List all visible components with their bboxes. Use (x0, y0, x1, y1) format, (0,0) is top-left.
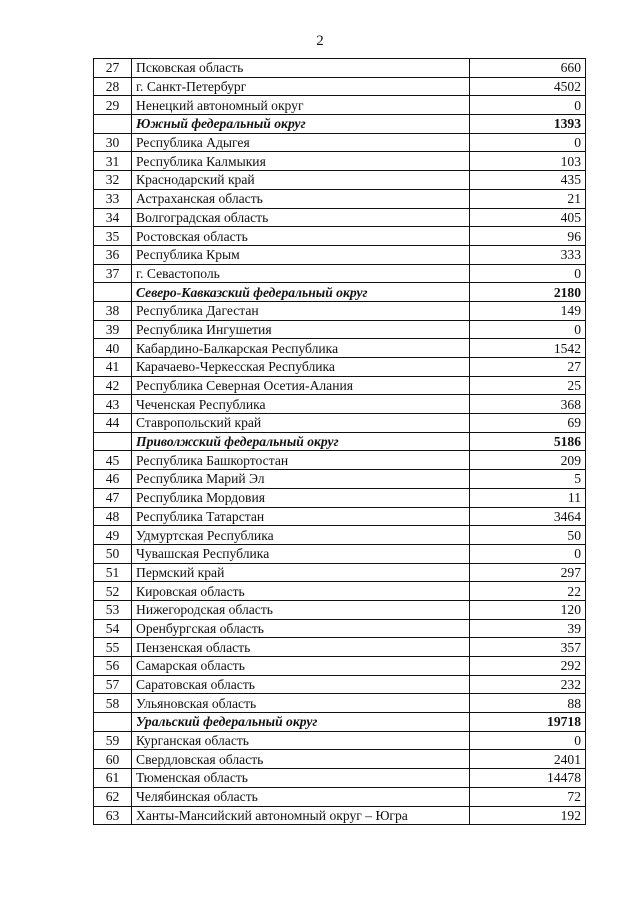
value-cell: 11 (470, 488, 586, 507)
row-number-cell: 40 (94, 339, 132, 358)
region-name-cell: Уральский федеральный округ (132, 713, 470, 732)
table-row (94, 133, 586, 152)
row-number-cell: 35 (94, 227, 132, 246)
table-row (94, 787, 586, 806)
row-number-cell: 43 (94, 395, 132, 414)
table-row (94, 488, 586, 507)
row-number-cell: 50 (94, 544, 132, 563)
row-number-cell: 62 (94, 787, 132, 806)
district-row (94, 432, 586, 451)
value-cell: 660 (470, 59, 586, 78)
region-name-cell: Республика Дагестан (132, 301, 470, 320)
row-number-cell: 41 (94, 358, 132, 377)
value-cell: 192 (470, 806, 586, 825)
table-row (94, 171, 586, 190)
value-cell: 27 (470, 358, 586, 377)
table-row (94, 750, 586, 769)
row-number-cell: 42 (94, 376, 132, 395)
district-row (94, 713, 586, 732)
region-name-cell: Оренбургская область (132, 619, 470, 638)
region-name-cell: Республика Адыгея (132, 133, 470, 152)
table-row (94, 769, 586, 788)
value-cell: 19718 (470, 713, 586, 732)
value-cell: 368 (470, 395, 586, 414)
region-name-cell: Карачаево-Черкесская Республика (132, 358, 470, 377)
value-cell: 232 (470, 675, 586, 694)
region-name-cell: Курганская область (132, 731, 470, 750)
value-cell: 333 (470, 245, 586, 264)
region-name-cell: Ставропольский край (132, 414, 470, 433)
value-cell: 292 (470, 657, 586, 676)
row-number-cell: 52 (94, 582, 132, 601)
table-row (94, 395, 586, 414)
value-cell: 96 (470, 227, 586, 246)
region-name-cell: Волгоградская область (132, 208, 470, 227)
table-row (94, 358, 586, 377)
value-cell: 5 (470, 470, 586, 489)
value-cell: 1542 (470, 339, 586, 358)
row-number-cell (94, 432, 132, 451)
value-cell: 88 (470, 694, 586, 713)
row-number-cell: 27 (94, 59, 132, 78)
value-cell: 103 (470, 152, 586, 171)
table-row (94, 227, 586, 246)
table-row (94, 208, 586, 227)
region-name-cell: Пензенская область (132, 638, 470, 657)
table-row (94, 414, 586, 433)
regions-table-body (94, 59, 586, 825)
value-cell: 0 (470, 264, 586, 283)
table-row (94, 731, 586, 750)
region-name-cell: Республика Северная Осетия-Алания (132, 376, 470, 395)
region-name-cell: Ненецкий автономный округ (132, 96, 470, 115)
row-number-cell: 47 (94, 488, 132, 507)
row-number-cell: 30 (94, 133, 132, 152)
row-number-cell: 48 (94, 507, 132, 526)
value-cell: 0 (470, 96, 586, 115)
row-number-cell: 54 (94, 619, 132, 638)
row-number-cell: 44 (94, 414, 132, 433)
regions-table (93, 58, 586, 825)
table-row (94, 694, 586, 713)
row-number-cell: 38 (94, 301, 132, 320)
value-cell: 0 (470, 133, 586, 152)
table-row (94, 657, 586, 676)
row-number-cell: 49 (94, 526, 132, 545)
table-row (94, 77, 586, 96)
table-row (94, 619, 586, 638)
row-number-cell: 59 (94, 731, 132, 750)
row-number-cell: 58 (94, 694, 132, 713)
row-number-cell: 63 (94, 806, 132, 825)
value-cell: 405 (470, 208, 586, 227)
table-row (94, 339, 586, 358)
table-row (94, 544, 586, 563)
table-row (94, 582, 586, 601)
region-name-cell: Астраханская область (132, 189, 470, 208)
region-name-cell: Южный федеральный округ (132, 115, 470, 134)
value-cell: 1393 (470, 115, 586, 134)
value-cell: 5186 (470, 432, 586, 451)
region-name-cell: Удмуртская Республика (132, 526, 470, 545)
region-name-cell: Республика Марий Эл (132, 470, 470, 489)
table-row (94, 320, 586, 339)
row-number-cell: 37 (94, 264, 132, 283)
region-name-cell: Челябинская область (132, 787, 470, 806)
region-name-cell: Пермский край (132, 563, 470, 582)
table-row (94, 507, 586, 526)
value-cell: 209 (470, 451, 586, 470)
value-cell: 14478 (470, 769, 586, 788)
row-number-cell (94, 283, 132, 302)
table-row (94, 264, 586, 283)
value-cell: 357 (470, 638, 586, 657)
value-cell: 0 (470, 544, 586, 563)
row-number-cell: 61 (94, 769, 132, 788)
table-row (94, 600, 586, 619)
region-name-cell: Республика Мордовия (132, 488, 470, 507)
value-cell: 21 (470, 189, 586, 208)
value-cell: 0 (470, 320, 586, 339)
value-cell: 435 (470, 171, 586, 190)
region-name-cell: Ростовская область (132, 227, 470, 246)
row-number-cell: 45 (94, 451, 132, 470)
table-row (94, 806, 586, 825)
region-name-cell: Кировская область (132, 582, 470, 601)
value-cell: 149 (470, 301, 586, 320)
region-name-cell: Чеченская Республика (132, 395, 470, 414)
row-number-cell: 56 (94, 657, 132, 676)
row-number-cell: 39 (94, 320, 132, 339)
table-row (94, 470, 586, 489)
row-number-cell: 57 (94, 675, 132, 694)
table-row (94, 96, 586, 115)
value-cell: 69 (470, 414, 586, 433)
table-row (94, 638, 586, 657)
row-number-cell: 31 (94, 152, 132, 171)
table-row (94, 59, 586, 78)
region-name-cell: Краснодарский край (132, 171, 470, 190)
value-cell: 72 (470, 787, 586, 806)
row-number-cell: 46 (94, 470, 132, 489)
region-name-cell: Самарская область (132, 657, 470, 676)
row-number-cell: 51 (94, 563, 132, 582)
region-name-cell: Северо-Кавказский федеральный округ (132, 283, 470, 302)
row-number-cell (94, 713, 132, 732)
value-cell: 4502 (470, 77, 586, 96)
region-name-cell: Чувашская Республика (132, 544, 470, 563)
table-row (94, 675, 586, 694)
row-number-cell: 53 (94, 600, 132, 619)
region-name-cell: г. Севастополь (132, 264, 470, 283)
district-row (94, 115, 586, 134)
region-name-cell: г. Санкт-Петербург (132, 77, 470, 96)
row-number-cell: 34 (94, 208, 132, 227)
region-name-cell: Республика Крым (132, 245, 470, 264)
region-name-cell: Республика Калмыкия (132, 152, 470, 171)
table-row (94, 301, 586, 320)
district-row (94, 283, 586, 302)
table-row (94, 189, 586, 208)
region-name-cell: Приволжский федеральный округ (132, 432, 470, 451)
row-number-cell: 36 (94, 245, 132, 264)
row-number-cell: 60 (94, 750, 132, 769)
value-cell: 25 (470, 376, 586, 395)
value-cell: 39 (470, 619, 586, 638)
table-row (94, 376, 586, 395)
region-name-cell: Республика Ингушетия (132, 320, 470, 339)
row-number-cell: 32 (94, 171, 132, 190)
value-cell: 2401 (470, 750, 586, 769)
region-name-cell: Кабардино-Балкарская Республика (132, 339, 470, 358)
value-cell: 297 (470, 563, 586, 582)
row-number-cell: 33 (94, 189, 132, 208)
table-row (94, 152, 586, 171)
value-cell: 2180 (470, 283, 586, 302)
region-name-cell: Ульяновская область (132, 694, 470, 713)
region-name-cell: Тюменская область (132, 769, 470, 788)
table-row (94, 451, 586, 470)
table-row (94, 563, 586, 582)
value-cell: 3464 (470, 507, 586, 526)
value-cell: 50 (470, 526, 586, 545)
region-name-cell: Республика Башкортостан (132, 451, 470, 470)
row-number-cell (94, 115, 132, 134)
region-name-cell: Республика Татарстан (132, 507, 470, 526)
row-number-cell: 28 (94, 77, 132, 96)
region-name-cell: Ханты-Мансийский автономный округ – Югра (132, 806, 470, 825)
page-number: 2 (316, 33, 324, 49)
region-name-cell: Свердловская область (132, 750, 470, 769)
region-name-cell: Псковская область (132, 59, 470, 78)
region-name-cell: Нижегородская область (132, 600, 470, 619)
row-number-cell: 55 (94, 638, 132, 657)
region-name-cell: Саратовская область (132, 675, 470, 694)
value-cell: 0 (470, 731, 586, 750)
row-number-cell: 29 (94, 96, 132, 115)
table-row (94, 245, 586, 264)
table-row (94, 526, 586, 545)
value-cell: 22 (470, 582, 586, 601)
value-cell: 120 (470, 600, 586, 619)
